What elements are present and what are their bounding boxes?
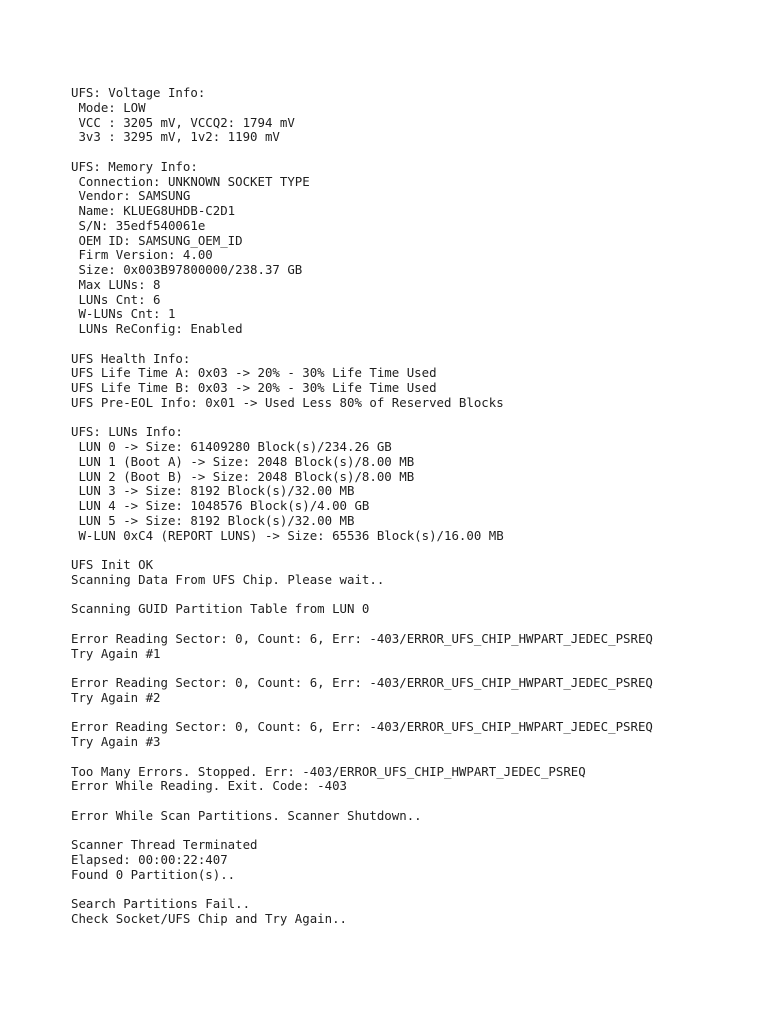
log-line: UFS Life Time B: 0x03 -> 20% - 30% Life Time Used [71,380,437,395]
log-line: 3v3 : 3295 mV, 1v2: 1190 mV [71,129,280,145]
log-line: Check Socket/UFS Chip and Try Again.. [71,911,348,926]
blank-line [71,883,653,898]
blank-line [71,145,653,160]
log-line: OEM ID: SAMSUNG_OEM_ID [71,232,243,248]
log-line: Vendor: SAMSUNG [71,188,191,204]
log-line: Scanning Data From UFS Chip. Please wait.. [71,571,385,587]
blank-line [71,543,653,558]
log-line: Error Reading Sector: 0, Count: 6, Err: -403/ERROR_UFS_CHIP_HWPART_JEDEC_PSREQ [71,675,653,690]
log-line: Search Partitions Fail.. [71,896,251,912]
blank-line [71,661,653,676]
log-line: Too Many Errors. Stopped. Err: -403/ERROR_UFS_CHIP_HWPART_JEDEC_PSREQ [71,763,586,779]
log-line: LUNs ReConfig: Enabled [71,321,243,336]
log-line: UFS: Memory Info: [71,158,198,174]
log-line: Max LUNs: 8 [71,276,161,292]
log-line: LUN 4 -> Size: 1048576 Block(s)/4.00 GB [71,498,370,513]
log-line: LUN 3 -> Size: 8192 Block(s)/32.00 MB [71,483,355,499]
log-line: LUN 2 (Boot B) -> Size: 2048 Block(s)/8.00 MB [71,468,415,484]
log-line: S/N: 35edf540061e [71,217,206,233]
log-line: Scanning GUID Partition Table from LUN 0 [71,601,370,617]
log-line: Error While Scan Partitions. Scanner Shutdown.. [71,807,422,823]
blank-line [71,824,653,839]
log-line: LUN 1 (Boot A) -> Size: 2048 Block(s)/8.00 MB [71,453,415,469]
blank-line [71,706,653,721]
log-line: Size: 0x003B97800000/238.37 GB [71,262,303,277]
log-line: UFS Health Info: [71,350,191,366]
log-line: LUN 5 -> Size: 8192 Block(s)/32.00 MB [71,512,355,528]
log-line: Found 0 Partition(s).. [71,866,236,882]
log-line: W-LUNs Cnt: 1 [71,306,176,322]
log-line: LUN 0 -> Size: 61409280 Block(s)/234.26 GB [71,439,392,454]
log-line: Try Again #1 [71,645,161,661]
log-line: LUNs Cnt: 6 [71,291,161,307]
blank-line [71,411,653,426]
blank-line [71,617,653,632]
log-output [71,86,653,927]
log-line: UFS: LUNs Info: [71,424,183,440]
log-line: Firm Version: 4.00 [71,247,213,263]
blank-line [71,794,653,809]
log-line: Mode: LOW [71,99,146,115]
log-line: Error While Reading. Exit. Code: -403 [71,778,348,794]
log-line: UFS Pre-EOL Info: 0x01 -> Used Less 80% of Reserved Blocks [71,394,504,410]
log-line: VCC : 3205 mV, VCCQ2: 1794 mV [71,114,295,130]
log-line: UFS: Voltage Info: [71,85,206,100]
log-line: W-LUN 0xC4 (REPORT LUNS) -> Size: 65536 Block(s)/16.00 MB [71,527,504,543]
log-line: Error Reading Sector: 0, Count: 6, Err: -403/ERROR_UFS_CHIP_HWPART_JEDEC_PSREQ [71,719,653,735]
log-line: UFS Init OK [71,557,154,572]
blank-line [71,750,653,765]
log-line: Error Reading Sector: 0, Count: 6, Err: -403/ERROR_UFS_CHIP_HWPART_JEDEC_PSREQ [71,630,653,646]
log-line: Try Again #2 [71,689,161,705]
blank-line [71,588,653,603]
log-line: Name: KLUEG8UHDB-C2D1 [71,203,236,218]
log-line: Scanner Thread Terminated [71,837,258,853]
log-line: Elapsed: 00:00:22:407 [71,852,228,867]
blank-line [71,337,653,352]
log-line: Try Again #3 [71,734,161,749]
log-line: UFS Life Time A: 0x03 -> 20% - 30% Life Time Used [71,365,437,381]
log-line: Connection: UNKNOWN SOCKET TYPE [71,173,310,189]
